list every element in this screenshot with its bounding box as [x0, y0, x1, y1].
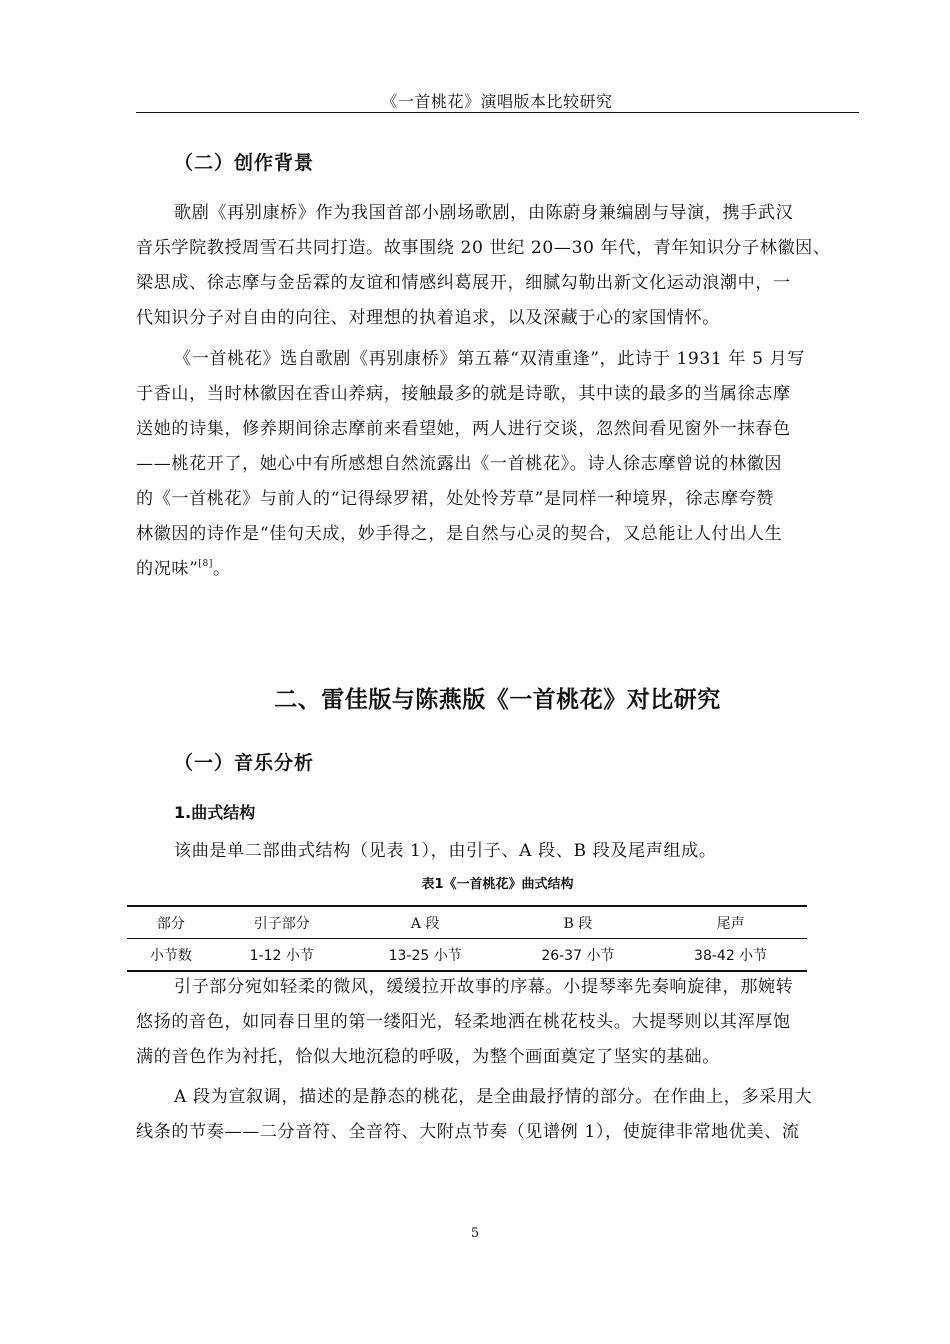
table-caption: 表1《一首桃花》曲式结构	[421, 877, 574, 892]
text-line: 的《一首桃花》与前人的“记得绿罗裙，处处怜芳草”是同样一种境界，徐志摩夸赞	[136, 489, 774, 509]
text-line: 代知识分子对自由的向往、对理想的执着追求，以及深藏于心的家国情怀。	[136, 308, 720, 328]
table-cell: 38-42 小节	[654, 939, 807, 972]
section-heading-music: （一）音乐分析	[174, 752, 315, 774]
table-row	[127, 939, 807, 972]
text-fragment: 。	[212, 559, 231, 579]
text-line: A 段为宣叙调，描述的是静态的桃花，是全曲最抒情的部分。在作曲上，多采用大	[174, 1087, 813, 1107]
text-line: 满的音色作为衬托，恰似大地沉稳的呼吸，为整个画面奠定了坚实的基础。	[136, 1047, 720, 1067]
table-cell: 小节数	[127, 939, 215, 972]
table-header-cell: B 段	[502, 906, 655, 939]
paragraph-a-section	[136, 1080, 859, 1150]
structure-table	[127, 905, 807, 972]
paragraph-intro	[136, 834, 859, 869]
table-header-cell: 尾声	[654, 906, 807, 939]
text-line: 引子部分宛如轻柔的微风，缓缓拉开故事的序幕。小提琴率先奏响旋律，那婉转	[174, 977, 794, 997]
table-header-row	[127, 906, 807, 939]
table-cell: 1-12 小节	[215, 939, 349, 972]
running-header: 《一首桃花》演唱版本比较研究	[381, 92, 613, 111]
text-line: 送她的诗集，修养期间徐志摩前来看望她，两人进行交谈，忽然间看见窗外一抹春色	[136, 419, 791, 439]
chapter-title: 二、雷佳版与陈燕版《一首桃花》对比研究	[274, 687, 721, 713]
text-line: 线条的节奏——二分音符、全音符、大附点节奏（见谱例 1），使旋律非常地优美、流	[136, 1122, 800, 1142]
text-line: 歌剧《再别康桥》作为我国首部小剧场歌剧，由陈蔚身兼编剧与导演，携手武汉	[174, 203, 794, 223]
text-line: 林徽因的诗作是“佳句天成，妙手得之，是自然与心灵的契合，又总能让人付出人生	[136, 524, 783, 544]
text-line: 该曲是单二部曲式结构（见表 1），由引子、A 段、B 段及尾声组成。	[174, 841, 717, 861]
table-header-cell: A 段	[349, 906, 502, 939]
paragraph-background-1	[136, 196, 859, 336]
table-header-cell: 引子部分	[215, 906, 349, 939]
text-fragment: 的况味”	[136, 559, 199, 579]
header-rule	[136, 112, 859, 113]
text-line: 梁思成、徐志摩与金岳霖的友谊和情感纠葛展开，细腻勾勒出新文化运动浪潮中，一	[136, 273, 791, 293]
subsection-heading: 1.曲式结构	[174, 803, 256, 822]
text-line	[136, 552, 859, 587]
paragraph-background-2	[136, 342, 859, 587]
paragraph-intro-analysis	[136, 970, 859, 1075]
text-line: 悠扬的音色，如同春日里的第一缕阳光，轻柔地洒在桃花枝头。大提琴则以其浑厚饱	[136, 1012, 791, 1032]
section-heading-background: （二）创作背景	[174, 152, 315, 174]
text-line: ——桃花开了，她心中有所感想自然流露出《一首桃花》。诗人徐志摩曾说的林徽因	[136, 454, 783, 474]
table-cell: 26-37 小节	[502, 939, 655, 972]
text-line: 音乐学院教授周雪石共同打造。故事围绕 20 世纪 20—30 年代，青年知识分子林徽因、	[136, 238, 831, 258]
table-header-cell: 部分	[127, 906, 215, 939]
text-line: 《一首桃花》选自歌剧《再别康桥》第五幕“双清重逢”，此诗于 1931 年 5 月写	[174, 349, 805, 369]
table-cell: 13-25 小节	[349, 939, 502, 972]
page-number: 5	[470, 1226, 480, 1241]
text-line: 于香山，当时林徽因在香山养病，接触最多的就是诗歌，其中读的最多的当属徐志摩	[136, 384, 791, 404]
citation-ref: [8]	[198, 559, 213, 569]
